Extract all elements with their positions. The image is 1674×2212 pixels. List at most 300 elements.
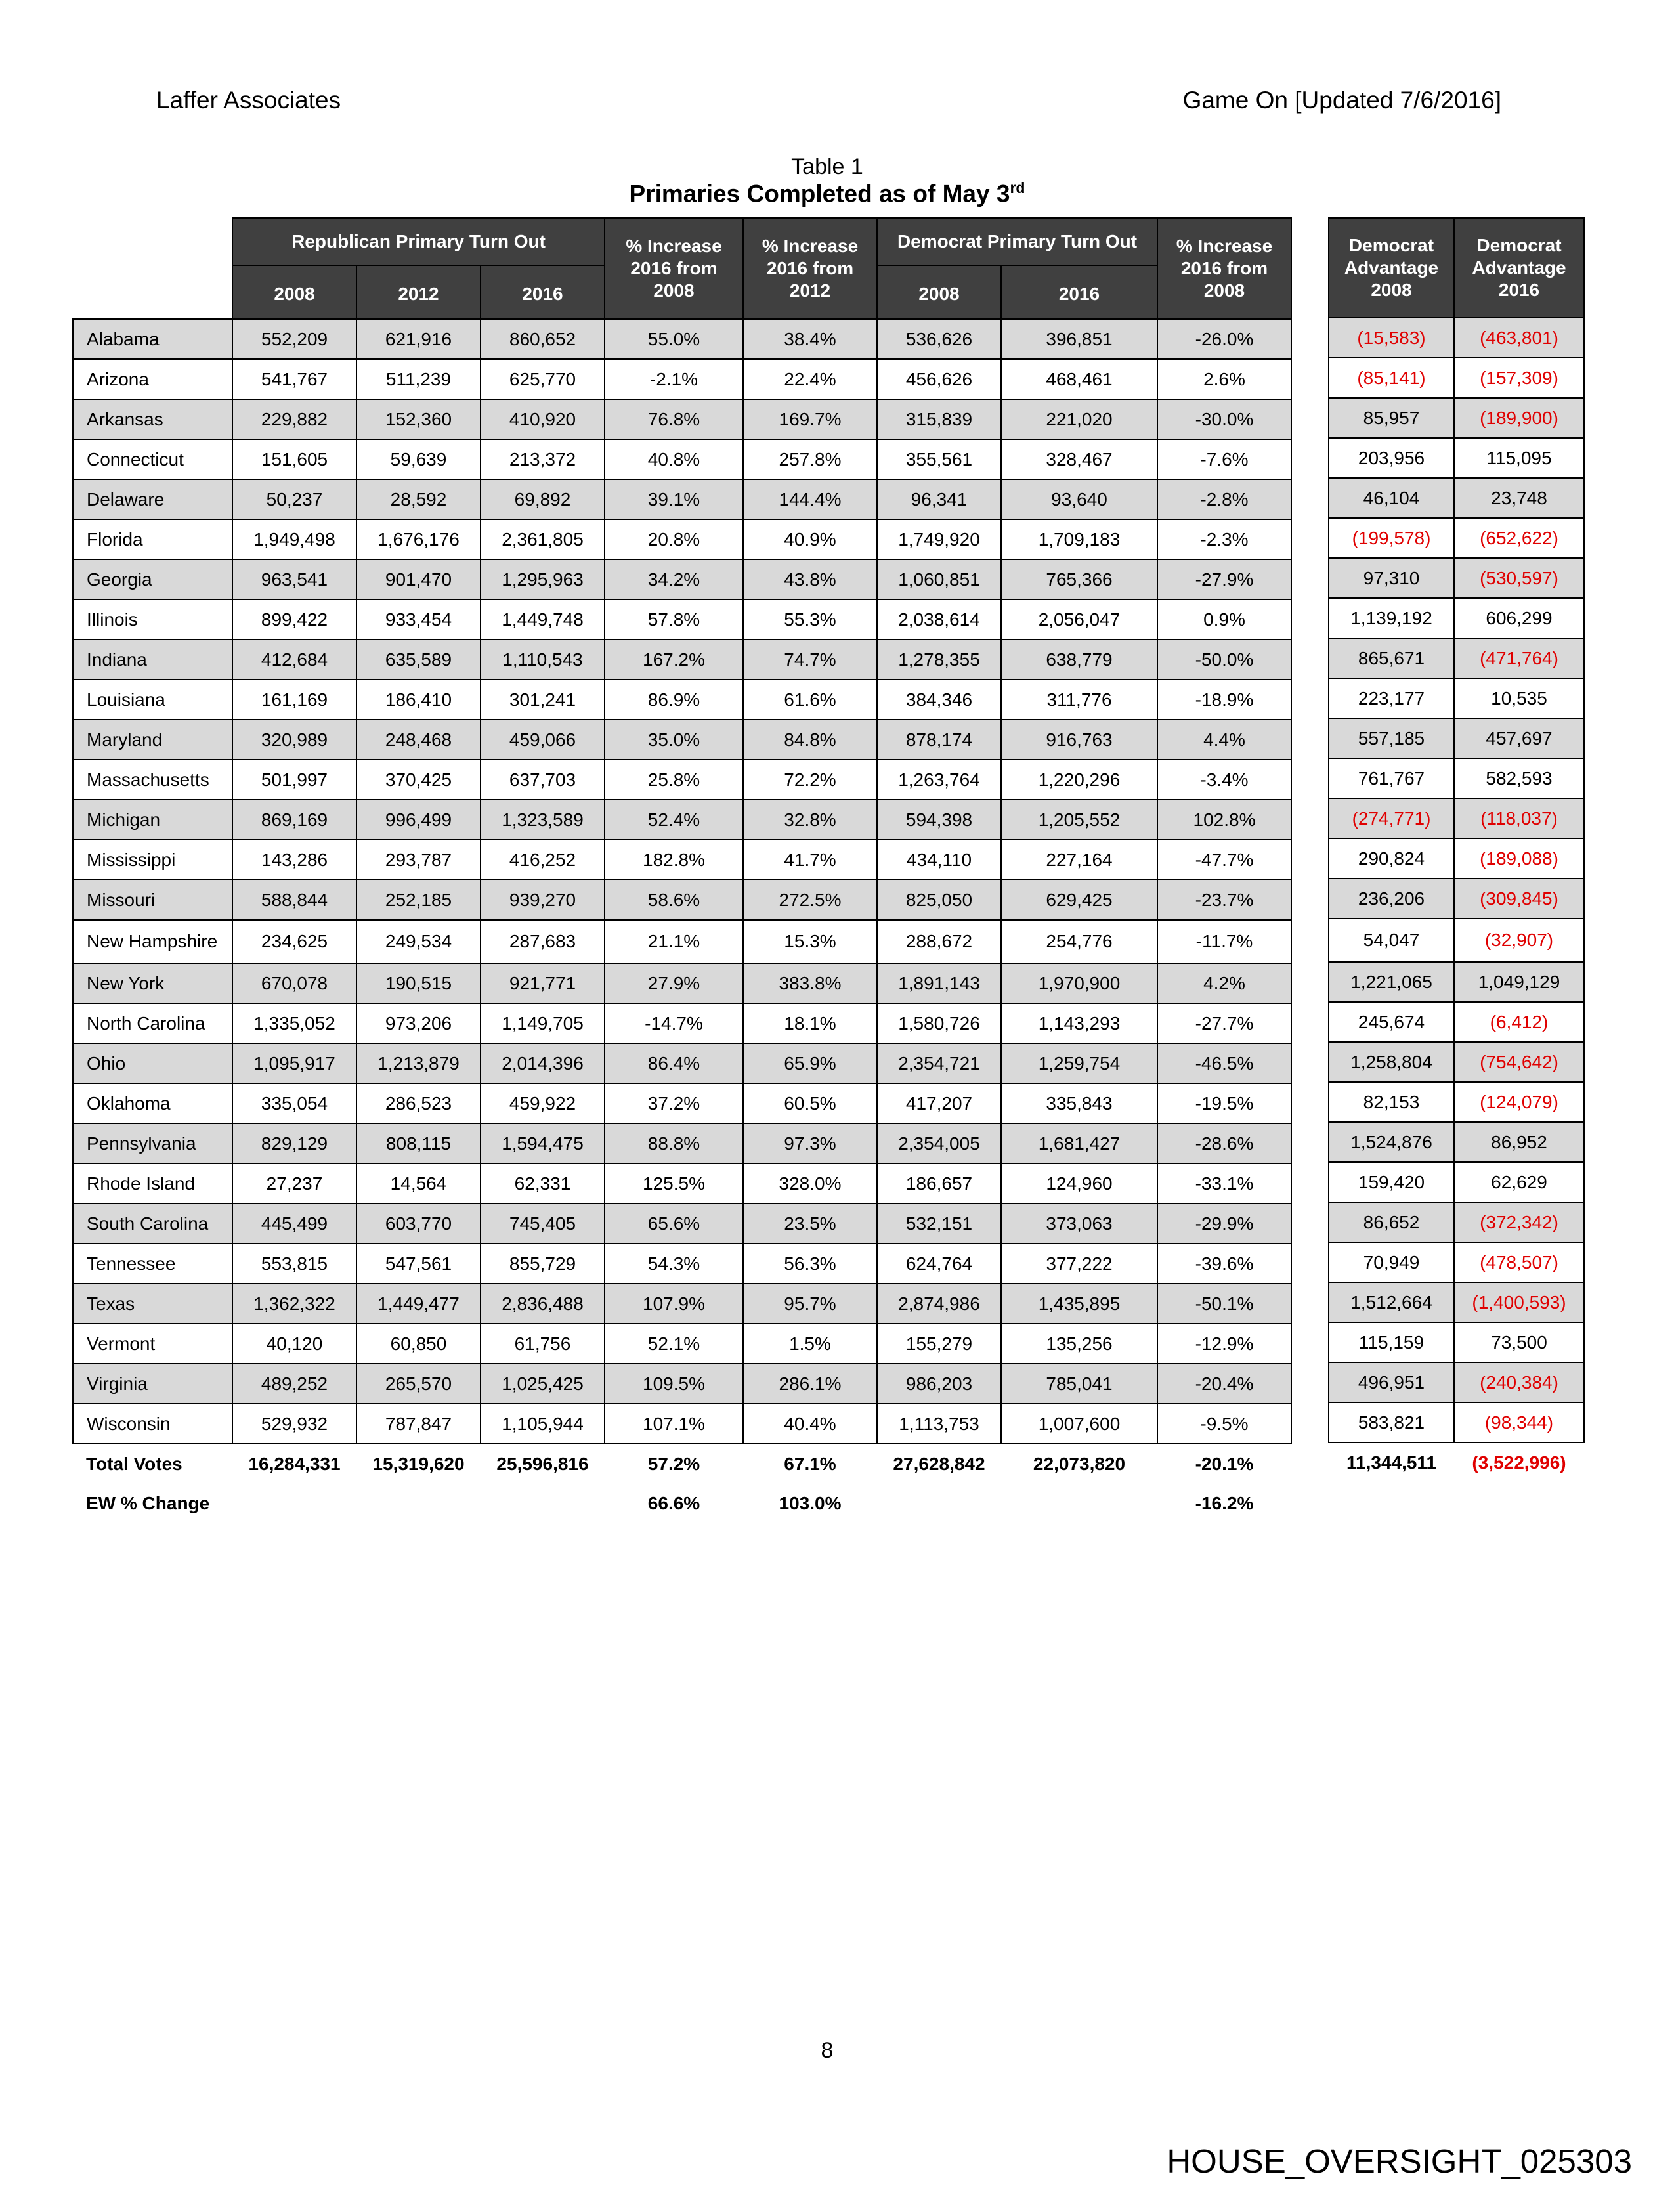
dem-2016-cell: 135,256 [1001, 1324, 1157, 1364]
pct-2012-cell: 272.5% [743, 880, 877, 920]
adv-2008-cell: (15,583) [1329, 318, 1454, 358]
pct-2008-cell: 76.8% [605, 399, 743, 439]
dem-2016-cell: 93,640 [1001, 479, 1157, 519]
pct-2008-cell: 20.8% [605, 519, 743, 559]
state-cell: North Carolina [73, 1003, 232, 1043]
rep-2012-cell: 249,534 [356, 920, 481, 963]
dem-pct-2008-cell: -20.4% [1157, 1364, 1291, 1404]
dem-2016-cell: 2,056,047 [1001, 599, 1157, 640]
pct-2012-cell: 55.3% [743, 599, 877, 640]
state-cell: Louisiana [73, 680, 232, 720]
dem-pct-2008-cell: 102.8% [1157, 800, 1291, 840]
dem-pct-2008-cell: -28.6% [1157, 1123, 1291, 1163]
rep-2016-cell: 61,756 [481, 1324, 605, 1364]
rep-2016-cell: 287,683 [481, 920, 605, 963]
adv-2016-cell: 23,748 [1454, 478, 1584, 518]
pct-2008-cell: 57.2% [605, 1444, 743, 1484]
header-company: Laffer Associates [156, 87, 341, 114]
state-cell: Maryland [73, 720, 232, 760]
dem-2016-cell [1001, 1484, 1157, 1523]
table-row [1329, 678, 1584, 718]
dem-2008-cell: 384,346 [877, 680, 1001, 720]
rep-2008-cell: 335,054 [232, 1083, 356, 1123]
table-row [73, 1043, 1291, 1083]
rep-2016-cell: 416,252 [481, 840, 605, 880]
rep-2016-cell: 1,594,475 [481, 1123, 605, 1163]
state-cell: Pennsylvania [73, 1123, 232, 1163]
dem-pct-2008-cell: -50.1% [1157, 1284, 1291, 1324]
table-row [73, 1003, 1291, 1043]
state-cell: Illinois [73, 599, 232, 640]
dem-2008-cell: 1,113,753 [877, 1404, 1001, 1444]
state-cell: Delaware [73, 479, 232, 519]
dem-2016-cell: 22,073,820 [1001, 1444, 1157, 1484]
rep-2016-cell: 860,652 [481, 319, 605, 359]
rep-2016-cell: 2,014,396 [481, 1043, 605, 1083]
table-row [73, 1444, 1291, 1484]
table-row [73, 479, 1291, 519]
state-cell: Arkansas [73, 399, 232, 439]
rep-2008-cell: 1,095,917 [232, 1043, 356, 1083]
state-header-blank [73, 218, 232, 319]
adv-2008-cell: 1,221,065 [1329, 962, 1454, 1002]
table-row [73, 1123, 1291, 1163]
dem-pct-2008-cell: -16.2% [1157, 1484, 1291, 1523]
pct-2008-cell: 107.9% [605, 1284, 743, 1324]
adv-2016-cell: (189,088) [1454, 838, 1584, 878]
table-row [73, 800, 1291, 840]
rep-2008-cell: 50,237 [232, 479, 356, 519]
pct-2008-cell: 182.8% [605, 840, 743, 880]
bates-number: HOUSE_OVERSIGHT_025303 [1167, 2142, 1632, 2180]
rep-2016-cell: 637,703 [481, 760, 605, 800]
adv-2016-cell: (118,037) [1454, 798, 1584, 838]
table-row [73, 1404, 1291, 1444]
dem-2016-cell: 1,007,600 [1001, 1404, 1157, 1444]
state-cell: Ohio [73, 1043, 232, 1083]
rep-2012-cell: 252,185 [356, 880, 481, 920]
state-cell: Wisconsin [73, 1404, 232, 1444]
table-row [1329, 438, 1584, 478]
dem-2016-cell: 785,041 [1001, 1364, 1157, 1404]
rep-2008-cell: 234,625 [232, 920, 356, 963]
pct-2008-header: % Increase 2016 from 2008 [605, 218, 743, 319]
pct-2008-cell: 34.2% [605, 559, 743, 599]
dem-2008-cell: 355,561 [877, 439, 1001, 479]
adv-2008-cell: 159,420 [1329, 1162, 1454, 1202]
pct-2012-cell: 22.4% [743, 359, 877, 399]
pct-2012-cell: 67.1% [743, 1444, 877, 1484]
adv-2008-cell: (199,578) [1329, 518, 1454, 558]
adv-2016-cell: (98,344) [1454, 1402, 1584, 1442]
dem-pct-2008-cell: -46.5% [1157, 1043, 1291, 1083]
state-cell: South Carolina [73, 1204, 232, 1244]
pct-2008-cell: 35.0% [605, 720, 743, 760]
table-row [1329, 1483, 1584, 1522]
table-title-sup: rd [1010, 179, 1025, 196]
rep-2008-cell: 829,129 [232, 1123, 356, 1163]
rep-group-header: Republican Primary Turn Out [232, 218, 605, 265]
table-row [1329, 1002, 1584, 1042]
rep-2012-cell: 293,787 [356, 840, 481, 880]
dem-pct-2008-cell: -7.6% [1157, 439, 1291, 479]
rep-2012-cell: 152,360 [356, 399, 481, 439]
rep-2012-cell: 787,847 [356, 1404, 481, 1444]
rep-2016-cell: 939,270 [481, 880, 605, 920]
adv-2008-cell: 54,047 [1329, 919, 1454, 962]
adv-2008-cell: 97,310 [1329, 558, 1454, 598]
adv-2008-cell: 82,153 [1329, 1082, 1454, 1122]
dem-pct-2008-cell: -27.9% [1157, 559, 1291, 599]
adv-2008-cell: 70,949 [1329, 1242, 1454, 1282]
state-cell: Rhode Island [73, 1163, 232, 1204]
dem-2016-cell: 373,063 [1001, 1204, 1157, 1244]
table-row [1329, 1402, 1584, 1442]
pct-2008-cell: 86.9% [605, 680, 743, 720]
pct-2012-cell: 95.7% [743, 1284, 877, 1324]
adv-2008-cell: 46,104 [1329, 478, 1454, 518]
rep-2012-cell: 190,515 [356, 963, 481, 1003]
adv-2016-cell: 582,593 [1454, 758, 1584, 798]
dem-pct-2008-cell: -12.9% [1157, 1324, 1291, 1364]
rep-2016-cell: 1,295,963 [481, 559, 605, 599]
state-cell: New York [73, 963, 232, 1003]
pct-2012-cell: 15.3% [743, 920, 877, 963]
dem-2008-cell: 532,151 [877, 1204, 1001, 1244]
dem-2016-header: 2016 [1001, 265, 1157, 319]
state-cell: Michigan [73, 800, 232, 840]
adv-2016-cell: 73,500 [1454, 1322, 1584, 1362]
pct-2012-cell: 41.7% [743, 840, 877, 880]
state-cell: Tennessee [73, 1244, 232, 1284]
rep-2012-cell: 901,470 [356, 559, 481, 599]
table-row [1329, 518, 1584, 558]
pct-2008-cell: 58.6% [605, 880, 743, 920]
state-cell: Mississippi [73, 840, 232, 880]
pct-2008-cell: -2.1% [605, 359, 743, 399]
rep-2012-cell: 370,425 [356, 760, 481, 800]
state-cell: Vermont [73, 1324, 232, 1364]
rep-2016-cell: 1,449,748 [481, 599, 605, 640]
dem-2008-cell: 456,626 [877, 359, 1001, 399]
pct-2008-cell: 65.6% [605, 1204, 743, 1244]
dem-2008-cell: 417,207 [877, 1083, 1001, 1123]
adv-2008-cell: 236,206 [1329, 878, 1454, 919]
pct-2012-cell: 60.5% [743, 1083, 877, 1123]
pct-2008-cell: 57.8% [605, 599, 743, 640]
header-report-title: Game On [Updated 7/6/2016] [1182, 87, 1501, 114]
adv-2016-cell: (32,907) [1454, 919, 1584, 962]
dem-pct-2008-cell: -30.0% [1157, 399, 1291, 439]
state-cell: Texas [73, 1284, 232, 1324]
pct-2008-cell: 86.4% [605, 1043, 743, 1083]
rep-2016-cell: 62,331 [481, 1163, 605, 1204]
rep-2012-cell: 59,639 [356, 439, 481, 479]
pct-2012-cell: 32.8% [743, 800, 877, 840]
dem-pct-2008-header: % Increase 2016 from 2008 [1157, 218, 1291, 319]
dem-2008-cell: 1,749,920 [877, 519, 1001, 559]
rep-2016-cell: 625,770 [481, 359, 605, 399]
table-row [1329, 478, 1584, 518]
table-row [1329, 1042, 1584, 1082]
table-row [73, 1204, 1291, 1244]
rep-2016-cell: 2,836,488 [481, 1284, 605, 1324]
dem-pct-2008-cell: -47.7% [1157, 840, 1291, 880]
adv-2008-cell: 583,821 [1329, 1402, 1454, 1442]
dem-2008-cell: 155,279 [877, 1324, 1001, 1364]
table-row [73, 1244, 1291, 1284]
pct-2008-cell: 109.5% [605, 1364, 743, 1404]
dem-2016-cell: 377,222 [1001, 1244, 1157, 1284]
rep-2012-cell: 933,454 [356, 599, 481, 640]
adv-2008-header: Democrat Advantage 2008 [1329, 218, 1454, 318]
adv-2016-cell: (6,412) [1454, 1002, 1584, 1042]
adv-2008-cell: 223,177 [1329, 678, 1454, 718]
table-row [1329, 1162, 1584, 1202]
adv-2016-cell: (530,597) [1454, 558, 1584, 598]
adv-2008-cell: 557,185 [1329, 718, 1454, 758]
table-row [1329, 798, 1584, 838]
rep-2012-cell: 248,468 [356, 720, 481, 760]
rep-2012-cell: 14,564 [356, 1163, 481, 1204]
dem-pct-2008-cell: -9.5% [1157, 1404, 1291, 1444]
table-row [1329, 919, 1584, 962]
pct-2012-cell: 56.3% [743, 1244, 877, 1284]
pct-2012-cell: 286.1% [743, 1364, 877, 1404]
rep-2012-cell: 635,589 [356, 640, 481, 680]
adv-2016-cell: 62,629 [1454, 1162, 1584, 1202]
rep-2012-cell: 511,239 [356, 359, 481, 399]
adv-2016-cell: (309,845) [1454, 878, 1584, 919]
rep-2016-cell: 301,241 [481, 680, 605, 720]
rep-2012-cell: 28,592 [356, 479, 481, 519]
dem-2016-cell: 629,425 [1001, 880, 1157, 920]
primary-turnout-table [72, 217, 1292, 1523]
rep-2008-cell: 963,541 [232, 559, 356, 599]
dem-2016-cell: 1,259,754 [1001, 1043, 1157, 1083]
dem-2016-cell: 1,970,900 [1001, 963, 1157, 1003]
state-cell: New Hampshire [73, 920, 232, 963]
table-row [1329, 1082, 1584, 1122]
dem-pct-2008-cell: -39.6% [1157, 1244, 1291, 1284]
dem-pct-2008-cell: 4.4% [1157, 720, 1291, 760]
table-row [1329, 718, 1584, 758]
dem-pct-2008-cell: -33.1% [1157, 1163, 1291, 1204]
adv-2008-cell: 1,512,664 [1329, 1282, 1454, 1322]
rep-2012-cell: 547,561 [356, 1244, 481, 1284]
table-row [1329, 758, 1584, 798]
rep-2012-cell: 996,499 [356, 800, 481, 840]
rep-2008-cell [232, 1484, 356, 1523]
rep-2012-cell: 973,206 [356, 1003, 481, 1043]
pct-2012-cell: 383.8% [743, 963, 877, 1003]
pct-2008-cell: 52.4% [605, 800, 743, 840]
rep-2008-cell: 27,237 [232, 1163, 356, 1204]
adv-2008-cell: (274,771) [1329, 798, 1454, 838]
adv-2016-cell: (471,764) [1454, 638, 1584, 678]
table-row [73, 640, 1291, 680]
rep-2016-cell: 1,323,589 [481, 800, 605, 840]
pct-2012-cell: 1.5% [743, 1324, 877, 1364]
rep-2008-cell: 40,120 [232, 1324, 356, 1364]
dem-group-header: Democrat Primary Turn Out [877, 218, 1157, 265]
adv-2008-cell: 1,258,804 [1329, 1042, 1454, 1082]
pct-2012-cell: 74.7% [743, 640, 877, 680]
pct-2012-cell: 84.8% [743, 720, 877, 760]
table-row [73, 920, 1291, 963]
adv-2016-cell: 115,095 [1454, 438, 1584, 478]
rep-2008-cell: 1,362,322 [232, 1284, 356, 1324]
table-row [73, 1284, 1291, 1324]
adv-2016-cell [1454, 1483, 1584, 1522]
rep-2012-cell: 808,115 [356, 1123, 481, 1163]
state-cell: Oklahoma [73, 1083, 232, 1123]
rep-2016-cell: 25,596,816 [481, 1444, 605, 1484]
adv-2008-cell: 290,824 [1329, 838, 1454, 878]
table-row [1329, 638, 1584, 678]
adv-2016-cell: (240,384) [1454, 1362, 1584, 1402]
rep-2008-cell: 489,252 [232, 1364, 356, 1404]
adv-2008-cell: 1,139,192 [1329, 598, 1454, 638]
rep-2012-cell [356, 1484, 481, 1523]
rep-2008-cell: 143,286 [232, 840, 356, 880]
table-row [73, 599, 1291, 640]
dem-2008-cell: 2,354,721 [877, 1043, 1001, 1083]
pct-2012-cell: 169.7% [743, 399, 877, 439]
dem-2008-cell: 624,764 [877, 1244, 1001, 1284]
pct-2012-cell: 144.4% [743, 479, 877, 519]
dem-2016-cell: 311,776 [1001, 680, 1157, 720]
table-row [73, 1163, 1291, 1204]
rep-2016-cell: 459,066 [481, 720, 605, 760]
rep-2016-cell: 2,361,805 [481, 519, 605, 559]
rep-2008-cell: 529,932 [232, 1404, 356, 1444]
adv-2016-cell: (652,622) [1454, 518, 1584, 558]
adv-2008-cell: 86,652 [1329, 1202, 1454, 1242]
rep-2016-cell: 921,771 [481, 963, 605, 1003]
pct-2012-cell: 23.5% [743, 1204, 877, 1244]
adv-2008-cell: 865,671 [1329, 638, 1454, 678]
rep-2016-cell: 1,149,705 [481, 1003, 605, 1043]
table-row [1329, 318, 1584, 358]
rep-2016-cell: 69,892 [481, 479, 605, 519]
dem-2008-cell: 2,874,986 [877, 1284, 1001, 1324]
table-title-text: Primaries Completed as of May 3 [629, 180, 1010, 207]
pct-2008-cell: 37.2% [605, 1083, 743, 1123]
table-row [73, 1484, 1291, 1523]
dem-2016-cell: 765,366 [1001, 559, 1157, 599]
state-cell: Arizona [73, 359, 232, 399]
dem-2008-cell: 878,174 [877, 720, 1001, 760]
state-cell: EW % Change [73, 1484, 232, 1523]
dem-pct-2008-cell: -11.7% [1157, 920, 1291, 963]
adv-2016-cell: (157,309) [1454, 358, 1584, 398]
pct-2012-cell: 103.0% [743, 1484, 877, 1523]
table-row [73, 399, 1291, 439]
rep-2012-cell: 15,319,620 [356, 1444, 481, 1484]
table-row [1329, 1442, 1584, 1483]
dem-2008-cell [877, 1484, 1001, 1523]
dem-2016-cell: 396,851 [1001, 319, 1157, 359]
rep-2008-cell: 670,078 [232, 963, 356, 1003]
adv-2016-cell: (754,642) [1454, 1042, 1584, 1082]
dem-2016-cell: 638,779 [1001, 640, 1157, 680]
pct-2008-cell: 27.9% [605, 963, 743, 1003]
dem-pct-2008-cell: -50.0% [1157, 640, 1291, 680]
dem-2016-cell: 254,776 [1001, 920, 1157, 963]
dem-pct-2008-cell: -3.4% [1157, 760, 1291, 800]
adv-2016-cell: (3,522,996) [1454, 1442, 1584, 1483]
adv-2016-cell: 86,952 [1454, 1122, 1584, 1162]
dem-2008-cell: 186,657 [877, 1163, 1001, 1204]
pct-2008-cell: 39.1% [605, 479, 743, 519]
rep-2016-cell: 1,105,944 [481, 1404, 605, 1444]
rep-2016-cell: 745,405 [481, 1204, 605, 1244]
rep-2012-cell: 1,676,176 [356, 519, 481, 559]
adv-2016-cell: (463,801) [1454, 318, 1584, 358]
pct-2012-cell: 328.0% [743, 1163, 877, 1204]
pct-2008-cell: 25.8% [605, 760, 743, 800]
dem-pct-2008-cell: -23.7% [1157, 880, 1291, 920]
page-number: 8 [821, 2038, 834, 2063]
dem-2016-cell: 1,681,427 [1001, 1123, 1157, 1163]
rep-2012-cell: 1,213,879 [356, 1043, 481, 1083]
state-cell: Indiana [73, 640, 232, 680]
adv-2008-cell: 11,344,511 [1329, 1442, 1454, 1483]
pct-2008-cell: 66.6% [605, 1484, 743, 1523]
state-cell: Virginia [73, 1364, 232, 1404]
rep-2012-header: 2012 [356, 265, 481, 319]
rep-2012-cell: 60,850 [356, 1324, 481, 1364]
dem-2008-cell: 96,341 [877, 479, 1001, 519]
rep-2008-cell: 412,684 [232, 640, 356, 680]
pct-2012-header: % Increase 2016 from 2012 [743, 218, 877, 319]
pct-2008-cell: 54.3% [605, 1244, 743, 1284]
adv-2016-cell: (189,900) [1454, 398, 1584, 438]
table-row [1329, 358, 1584, 398]
table-row [73, 1364, 1291, 1404]
dem-2016-cell: 335,843 [1001, 1083, 1157, 1123]
table-row [73, 439, 1291, 479]
pct-2008-cell: 125.5% [605, 1163, 743, 1204]
dem-pct-2008-cell: 4.2% [1157, 963, 1291, 1003]
rep-2008-cell: 445,499 [232, 1204, 356, 1244]
table-row [73, 760, 1291, 800]
rep-2008-cell: 553,815 [232, 1244, 356, 1284]
dem-2016-cell: 124,960 [1001, 1163, 1157, 1204]
rep-2012-cell: 621,916 [356, 319, 481, 359]
rep-2016-cell: 410,920 [481, 399, 605, 439]
rep-2008-cell: 16,284,331 [232, 1444, 356, 1484]
rep-2016-cell: 1,110,543 [481, 640, 605, 680]
dem-2016-cell: 1,220,296 [1001, 760, 1157, 800]
adv-2016-cell: 457,697 [1454, 718, 1584, 758]
pct-2008-cell: 52.1% [605, 1324, 743, 1364]
state-cell: Missouri [73, 880, 232, 920]
dem-2008-cell: 27,628,842 [877, 1444, 1001, 1484]
table-row [1329, 838, 1584, 878]
dem-2008-cell: 536,626 [877, 319, 1001, 359]
adv-2016-header: Democrat Advantage 2016 [1454, 218, 1584, 318]
table-title [0, 179, 1654, 207]
pct-2012-cell: 257.8% [743, 439, 877, 479]
dem-pct-2008-cell: -18.9% [1157, 680, 1291, 720]
pct-2012-cell: 97.3% [743, 1123, 877, 1163]
adv-2008-cell: 761,767 [1329, 758, 1454, 798]
table-row [1329, 1362, 1584, 1402]
state-cell: Alabama [73, 319, 232, 359]
rep-2012-cell: 265,570 [356, 1364, 481, 1404]
